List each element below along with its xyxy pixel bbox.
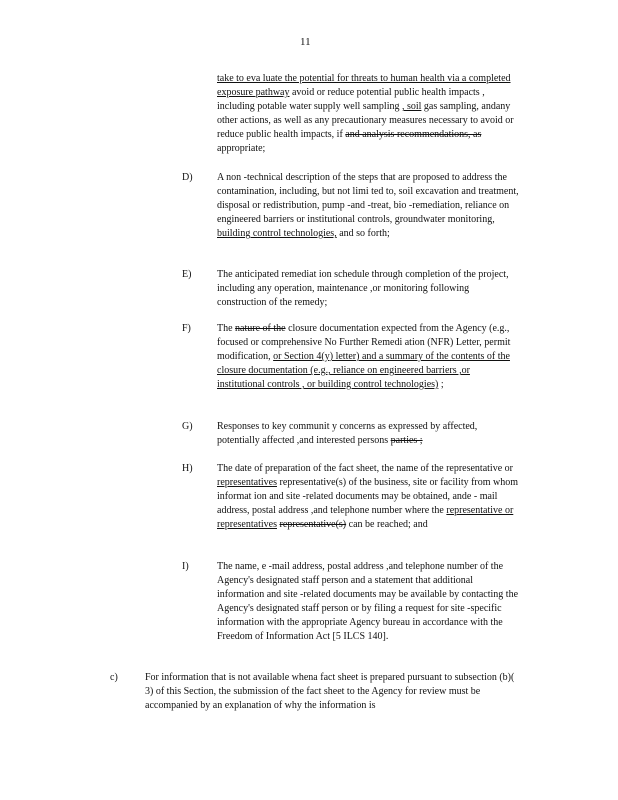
item-text — [217, 560, 519, 644]
item-g — [217, 420, 519, 448]
text-segment: can be reached; and — [346, 519, 428, 530]
item-e — [217, 268, 519, 310]
item-text — [217, 268, 519, 310]
item-continuation — [217, 72, 519, 156]
text-segment: The name, e -mail address, postal address ,and telephone number of the Agency's designated staff person and a statement that additional information and site -related documents may be available by contacting the Agency's designated staff person or by filing a request for site -specific information with the appropriate Agency bureau in accordance with the Freedom of Information Act [5 ILCS 140]. — [217, 561, 519, 642]
text-segment: representative or representatives — [217, 505, 514, 530]
item-i — [217, 560, 519, 644]
item-text — [145, 671, 519, 713]
text-segment: and analysis recommendations, as — [345, 129, 482, 140]
item-text — [217, 72, 519, 156]
item-f — [217, 322, 519, 392]
text-segment: The anticipated remediat ion schedule through completion of the project, including any operation, maintenance ,or monitoring following construction of the remedy; — [217, 269, 509, 308]
text-segment: The — [217, 323, 236, 334]
item-label-i: I) — [182, 561, 189, 572]
text-segment: Responses to key communit y concerns as expressed by affected, potentially affected ,and interested persons — [217, 421, 478, 446]
item-text — [217, 420, 519, 448]
item-text — [217, 462, 519, 532]
text-segment: The date of preparation of the fact sheet, the name of the representative or — [217, 463, 513, 474]
item-h — [217, 462, 519, 532]
text-segment: representative(s) — [279, 519, 347, 530]
text-segment: representatives — [217, 477, 277, 488]
text-segment: take to eva luate the potential for threats to human health via a completed exposure pathway — [217, 73, 511, 98]
item-label-h: H) — [182, 463, 193, 474]
item-label-f: F) — [182, 323, 191, 334]
text-segment: and so forth; — [336, 228, 390, 239]
text-segment: A non -technical description of the steps that are proposed to address the contamination, including, but not limi ted to, soil excavation and treatment, disposal or redistribution, pump -and -treat, bio -remediation, reliance on engineered barriers or institutional controls, groundwater monitoring, — [217, 172, 519, 225]
item-text — [217, 171, 519, 241]
item-label-e: E) — [182, 269, 192, 280]
text-segment: gas sampling, andany other actions, as well as any precautionary measures necessary to avoid or reduce public health impacts, if — [217, 101, 514, 140]
text-segment: or Section 4(y) letter) and a summary of the contents of the closure documentation (e.g., reliance on engineered barriers ,or institutional controls , or building control technologies) — [217, 351, 510, 390]
text-segment: closure documentation expected from the Agency (e.g., focused or comprehensive No Further Remedi ation (NFR) Letter, permit modification, — [217, 323, 511, 362]
item-d — [217, 171, 519, 241]
text-segment: ; — [438, 379, 444, 390]
text-segment: nature of the — [235, 323, 286, 334]
text-segment: avoid or reduce potential public health impacts , including potable water supply well sampling — [217, 87, 485, 112]
page-number: 11 — [300, 36, 311, 48]
section-c — [145, 671, 519, 713]
item-label-g: G) — [182, 421, 193, 432]
text-segment: appropriate; — [217, 143, 266, 154]
item-label-d: D) — [182, 172, 193, 183]
text-segment: For information that is not available whena fact sheet is prepared pursuant to subsection (b)( 3) of this Section, the submission of the fact sheet to the Agency for review must be accompanied by an explanation of why the information is — [145, 672, 515, 711]
text-segment: representative(s) of the business, site or facility from whom informat ion and site -related documents may be obtained, ande - mail address, postal address ,and telephone number where the — [217, 477, 519, 516]
text-segment: parties ; — [390, 435, 423, 446]
text-segment: building control technologies, — [217, 228, 337, 239]
section-label-c: c) — [110, 672, 118, 683]
item-text — [217, 322, 519, 392]
text-segment: , soil — [401, 101, 422, 112]
